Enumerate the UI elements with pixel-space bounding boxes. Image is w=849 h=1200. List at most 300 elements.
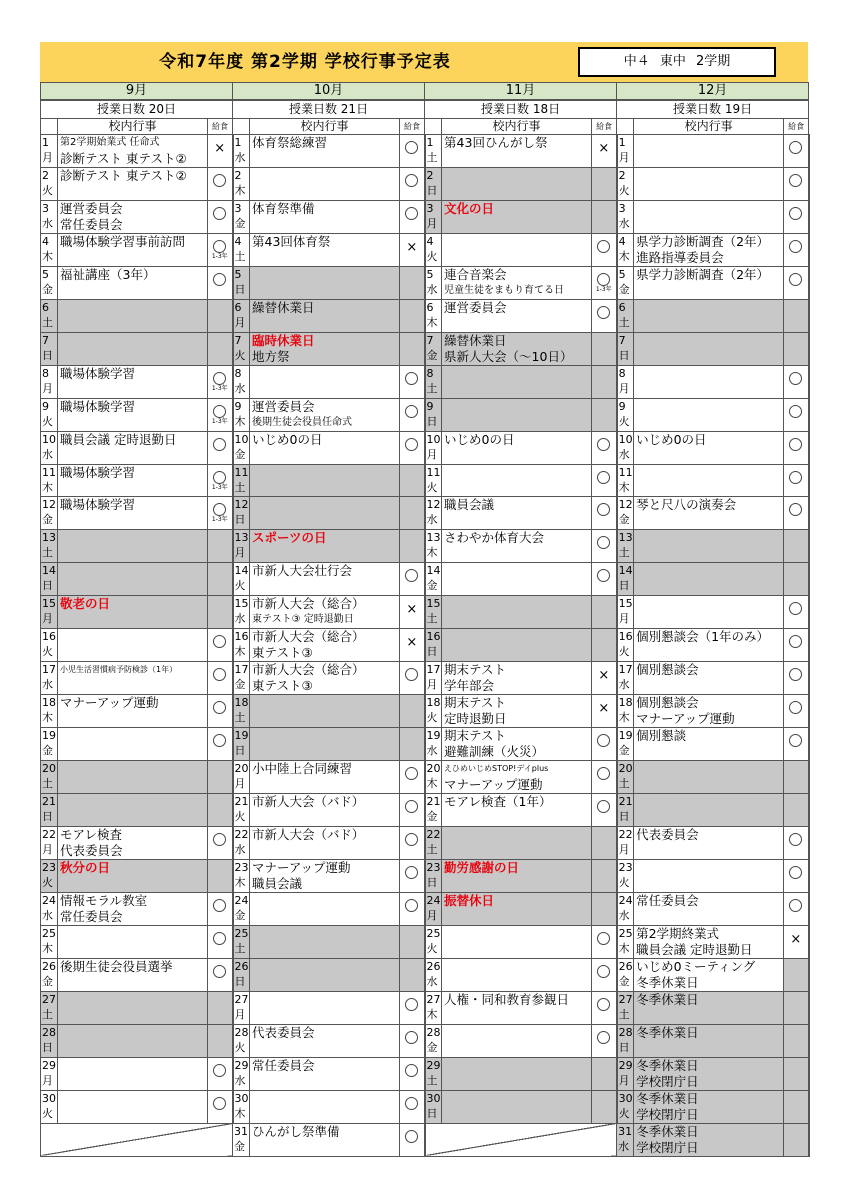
event-cell (634, 1024, 784, 1057)
weekday: 土 (234, 942, 246, 956)
event-text: 常任委員会 (60, 909, 123, 925)
date-number: 6 (234, 300, 242, 314)
meal-cell (400, 398, 425, 431)
date-cell (425, 431, 442, 464)
date-number: 6 (618, 300, 626, 314)
weekday: 木 (234, 184, 246, 197)
weekday: 日 (42, 348, 53, 362)
date-number: 26 (234, 960, 249, 974)
date-cell (617, 530, 634, 563)
meal-cell (784, 1123, 809, 1156)
date-cell (425, 695, 442, 728)
date-cell (425, 200, 442, 233)
weekday: 土 (618, 1008, 630, 1022)
date-cell (425, 596, 442, 629)
date-cell (425, 398, 442, 431)
date-number: 9 (234, 399, 242, 413)
event-cell (58, 299, 208, 332)
date-cell (425, 530, 442, 563)
day-row (41, 728, 809, 761)
weekday: 水 (618, 1139, 630, 1153)
weekday: 金 (234, 216, 246, 230)
meal-served-icon (213, 240, 226, 253)
date-cell (617, 893, 634, 926)
date-cell (41, 398, 58, 431)
event-cell (250, 431, 400, 464)
event-cell (442, 1057, 592, 1090)
event-text: 第43回体育祭 (252, 233, 331, 249)
date-cell (41, 168, 58, 201)
date-cell (617, 233, 634, 266)
event-cell (250, 135, 400, 168)
meal-served-icon (597, 273, 610, 286)
date-cell (617, 431, 634, 464)
meal-column-header: 給食 (784, 119, 809, 135)
date-number: 15 (234, 597, 249, 611)
meal-cell (400, 299, 425, 332)
meal-cell (400, 233, 425, 266)
meal-cell (784, 959, 809, 992)
date-number: 13 (618, 531, 633, 545)
date-number: 8 (234, 366, 242, 380)
meal-cell (784, 464, 809, 497)
meal-cell (592, 398, 617, 431)
event-cell (250, 893, 400, 926)
weekday: 月 (618, 151, 630, 164)
meal-cell (400, 1057, 425, 1090)
meal-cell (208, 299, 233, 332)
date-cell (425, 860, 442, 893)
date-number: 6 (42, 300, 49, 314)
event-cell (634, 728, 784, 761)
day-row (41, 959, 809, 992)
weekday: 土 (234, 249, 246, 263)
meal-cell (784, 365, 809, 398)
date-number: 4 (426, 234, 434, 248)
weekday: 土 (42, 1008, 53, 1022)
weekday: 金 (42, 744, 53, 758)
meal-cell (592, 992, 617, 1025)
event-cell (58, 398, 208, 431)
weekday: 月 (618, 1073, 630, 1087)
meal-cell (592, 926, 617, 959)
meal-cell (208, 200, 233, 233)
event-text: 学校閉庁日 (636, 1106, 699, 1122)
date-number: 25 (42, 927, 56, 941)
date-cell (41, 464, 58, 497)
meal-served-icon (789, 372, 802, 385)
meal-served-icon (597, 965, 610, 978)
date-cell (41, 827, 58, 860)
meal-cell (784, 398, 809, 431)
date-number: 20 (426, 762, 441, 776)
date-column-header (233, 119, 250, 135)
weekday: 火 (618, 1106, 630, 1120)
event-text: 職員会議 (252, 876, 303, 892)
event-text: 個別懇談会（1年のみ） (636, 629, 770, 645)
weekday: 火 (42, 1106, 53, 1120)
date-cell (617, 200, 634, 233)
event-text: 期末テスト (444, 695, 507, 711)
day-row (41, 893, 809, 926)
event-text: 繰替休業日 (444, 332, 507, 348)
event-cell (634, 431, 784, 464)
no-meal-mark: × (406, 239, 418, 255)
meal-cell (208, 398, 233, 431)
meal-cell (208, 893, 233, 926)
no-meal-mark: × (790, 932, 802, 948)
date-number: 9 (618, 399, 626, 413)
date-number: 18 (234, 696, 249, 710)
meal-served-icon (789, 833, 802, 846)
holiday-label: 敬老の日 (60, 596, 111, 612)
meal-cell (400, 959, 425, 992)
event-text: 県新人大会（～10日） (444, 348, 573, 364)
meal-served-icon (789, 701, 802, 714)
weekday: 土 (234, 480, 246, 494)
date-cell (425, 827, 442, 860)
date-cell (425, 728, 442, 761)
event-text: 繰替休業日 (252, 299, 315, 315)
date-number: 15 (618, 597, 633, 611)
date-number: 3 (426, 201, 434, 215)
event-cell (250, 1123, 400, 1156)
meal-cell (208, 168, 233, 201)
weekday: 木 (426, 777, 438, 791)
date-cell (233, 168, 250, 201)
weekday: 火 (618, 876, 630, 890)
date-cell (233, 135, 250, 168)
date-number: 17 (426, 663, 441, 677)
date-number: 27 (42, 993, 56, 1007)
date-cell (617, 398, 634, 431)
event-cell (250, 1057, 400, 1090)
date-number: 1 (426, 136, 434, 149)
meal-cell (784, 266, 809, 299)
event-cell (58, 530, 208, 563)
event-text: 東テスト③ (252, 645, 313, 661)
event-cell (250, 596, 400, 629)
meal-served-icon (789, 635, 802, 648)
meal-served-icon (213, 174, 226, 187)
event-text: 職員会議 定時退勤日 (60, 431, 177, 447)
event-cell (250, 497, 400, 530)
date-cell (425, 959, 442, 992)
meal-cell (400, 168, 425, 201)
weekday: 水 (234, 381, 246, 395)
weekday: 金 (426, 1040, 438, 1054)
weekday: 木 (618, 711, 630, 725)
weekday: 火 (618, 645, 630, 659)
weekday: 木 (234, 876, 246, 890)
day-row (41, 563, 809, 596)
school-days-count: 授業日数 18日 (425, 100, 617, 119)
meal-cell (592, 135, 617, 168)
meal-cell (784, 728, 809, 761)
month-name: 9月 (41, 83, 233, 101)
event-cell (634, 398, 784, 431)
weekday: 日 (42, 1040, 53, 1054)
date-number: 16 (42, 630, 56, 644)
meal-cell (400, 1090, 425, 1123)
event-text: 県学力診断調査（2年） (636, 233, 770, 249)
event-cell (634, 860, 784, 893)
event-cell (250, 827, 400, 860)
meal-served-icon (405, 1097, 418, 1110)
event-cell (250, 629, 400, 662)
date-cell (41, 794, 58, 827)
date-cell (617, 1024, 634, 1057)
event-cell (250, 794, 400, 827)
event-cell (58, 168, 208, 201)
meal-cell (592, 596, 617, 629)
date-number: 1 (234, 136, 242, 149)
weekday: 金 (618, 513, 630, 527)
weekday: 木 (426, 315, 438, 329)
event-text: 職場体験学習 (60, 497, 136, 513)
date-cell (41, 365, 58, 398)
event-text: いじめ0ミーティング (636, 959, 756, 975)
event-cell (634, 200, 784, 233)
weekday: 日 (618, 579, 630, 593)
meal-cell (592, 365, 617, 398)
event-cell (442, 332, 592, 365)
date-number: 29 (618, 1058, 633, 1072)
weekday: 火 (618, 184, 630, 197)
meal-cell (400, 266, 425, 299)
event-cell (58, 1024, 208, 1057)
meal-cell (784, 431, 809, 464)
date-cell (233, 1024, 250, 1057)
event-text: 常任委員会 (60, 216, 123, 232)
date-cell (233, 299, 250, 332)
meal-cell (592, 728, 617, 761)
meal-cell (592, 233, 617, 266)
meal-cell (400, 464, 425, 497)
date-number: 21 (42, 795, 56, 809)
weekday: 木 (234, 1106, 246, 1120)
event-text: 県学力診断調査（2年） (636, 266, 770, 282)
date-column-header (425, 119, 442, 135)
date-cell (41, 530, 58, 563)
holiday-label: 文化の日 (444, 200, 495, 216)
date-cell (425, 497, 442, 530)
day-row (41, 596, 809, 629)
meal-served-icon (405, 866, 418, 879)
event-cell (442, 1090, 592, 1123)
event-column-header: 校内行事 (250, 119, 400, 135)
meal-cell (592, 893, 617, 926)
date-cell (617, 168, 634, 201)
event-text: 情報モラル教室 (60, 893, 148, 909)
date-cell (233, 893, 250, 926)
date-cell (425, 761, 442, 794)
date-cell (233, 596, 250, 629)
day-row (41, 926, 809, 959)
meal-cell (400, 662, 425, 695)
event-cell (250, 695, 400, 728)
date-cell (617, 464, 634, 497)
date-number: 24 (426, 894, 441, 908)
date-cell (617, 266, 634, 299)
weekday: 水 (426, 282, 438, 296)
event-cell (58, 629, 208, 662)
meal-cell (784, 761, 809, 794)
meal-served-icon (405, 767, 418, 780)
weekday: 金 (234, 909, 246, 923)
date-cell (41, 1090, 58, 1123)
weekday: 火 (234, 1040, 246, 1054)
event-cell (58, 332, 208, 365)
date-number: 5 (618, 267, 626, 281)
event-cell (634, 266, 784, 299)
event-cell (634, 332, 784, 365)
event-cell (634, 1090, 784, 1123)
empty-date-cell (425, 1123, 617, 1156)
date-number: 13 (234, 531, 249, 545)
date-number: 28 (234, 1025, 249, 1039)
meal-served-icon (213, 833, 226, 846)
date-number: 19 (426, 729, 441, 743)
meal-cell (400, 992, 425, 1025)
weekday: 水 (42, 447, 53, 461)
meal-cell (208, 464, 233, 497)
holiday-label: スポーツの日 (252, 530, 327, 546)
meal-cell (400, 1123, 425, 1156)
weekday: 金 (426, 810, 438, 824)
meal-cell (208, 332, 233, 365)
date-number: 26 (426, 960, 441, 974)
event-cell (58, 266, 208, 299)
meal-served-icon (213, 273, 226, 286)
date-cell (617, 761, 634, 794)
meal-served-icon (597, 306, 610, 319)
event-cell (250, 563, 400, 596)
weekday: 火 (426, 249, 438, 263)
meal-served-icon (213, 1064, 226, 1077)
date-number: 2 (234, 169, 242, 182)
meal-served-icon (789, 405, 802, 418)
meal-cell (784, 893, 809, 926)
meal-cell (208, 497, 233, 530)
event-text: 職場体験学習事前訪問 (60, 233, 186, 249)
meal-cell (592, 662, 617, 695)
event-cell (250, 761, 400, 794)
month-header-row (41, 83, 809, 101)
weekday: 金 (618, 282, 630, 296)
meal-cell (592, 299, 617, 332)
event-cell (58, 959, 208, 992)
event-text: 第43回ひんがし祭 (444, 135, 548, 150)
event-text: 東テスト③ (252, 678, 313, 694)
weekday: 土 (426, 612, 438, 626)
meal-served-icon (597, 932, 610, 945)
date-number: 23 (42, 861, 56, 875)
weekday: 木 (42, 249, 53, 263)
meal-cell (784, 200, 809, 233)
no-meal-mark: × (598, 141, 610, 156)
weekday: 日 (234, 744, 246, 758)
date-cell (41, 1057, 58, 1090)
event-cell (634, 299, 784, 332)
day-row (41, 1123, 809, 1156)
holiday-label: 臨時休業日 (252, 332, 315, 348)
meal-served-icon (213, 405, 226, 418)
date-number: 14 (618, 564, 633, 578)
event-text: いじめ0の日 (444, 431, 515, 447)
school-days-count: 授業日数 20日 (41, 100, 233, 119)
date-cell (233, 1057, 250, 1090)
meal-cell (400, 200, 425, 233)
meal-cell (400, 1024, 425, 1057)
event-text: マナーアップ運動 (636, 711, 735, 727)
date-number: 29 (426, 1058, 441, 1072)
meal-cell (592, 497, 617, 530)
weekday: 日 (618, 1040, 630, 1054)
day-row (41, 365, 809, 398)
date-number: 3 (234, 201, 242, 215)
date-number: 14 (426, 564, 441, 578)
date-cell (425, 629, 442, 662)
day-row (41, 761, 809, 794)
weekday: 木 (618, 249, 630, 263)
meal-served-icon (405, 833, 418, 846)
meal-served-icon (597, 240, 610, 253)
school-days-row (41, 100, 809, 119)
meal-cell (400, 794, 425, 827)
event-cell (442, 200, 592, 233)
meal-served-icon (597, 503, 610, 516)
meal-cell (400, 728, 425, 761)
event-cell (442, 860, 592, 893)
meal-served-icon (789, 438, 802, 451)
meal-served-icon (405, 800, 418, 813)
meal-cell (784, 827, 809, 860)
weekday: 土 (618, 315, 630, 329)
event-cell (250, 992, 400, 1025)
date-cell (41, 233, 58, 266)
date-number: 12 (618, 498, 633, 512)
date-number: 26 (618, 960, 633, 974)
date-number: 29 (42, 1058, 56, 1072)
date-number: 5 (42, 267, 49, 281)
event-text: 期末テスト (444, 728, 507, 744)
date-number: 26 (42, 960, 56, 974)
event-cell (58, 1090, 208, 1123)
weekday: 木 (42, 942, 53, 956)
event-text: 第2学期始業式 任命式 (60, 137, 160, 148)
weekday: 火 (42, 876, 53, 890)
event-cell (250, 728, 400, 761)
date-number: 28 (42, 1025, 56, 1039)
meal-cell (208, 629, 233, 662)
day-row (41, 497, 809, 530)
meal-served-icon (213, 471, 226, 484)
date-number: 5 (234, 267, 242, 281)
date-cell (233, 992, 250, 1025)
event-cell (634, 233, 784, 266)
day-row (41, 530, 809, 563)
event-cell (58, 464, 208, 497)
event-cell (58, 1057, 208, 1090)
date-cell (233, 728, 250, 761)
date-cell (425, 233, 442, 266)
meal-cell (592, 860, 617, 893)
meal-served-icon (597, 1031, 610, 1044)
date-number: 25 (234, 927, 249, 941)
weekday: 火 (426, 942, 438, 956)
page-title: 令和7年度 第2学期 学校行事予定表 (159, 52, 451, 72)
